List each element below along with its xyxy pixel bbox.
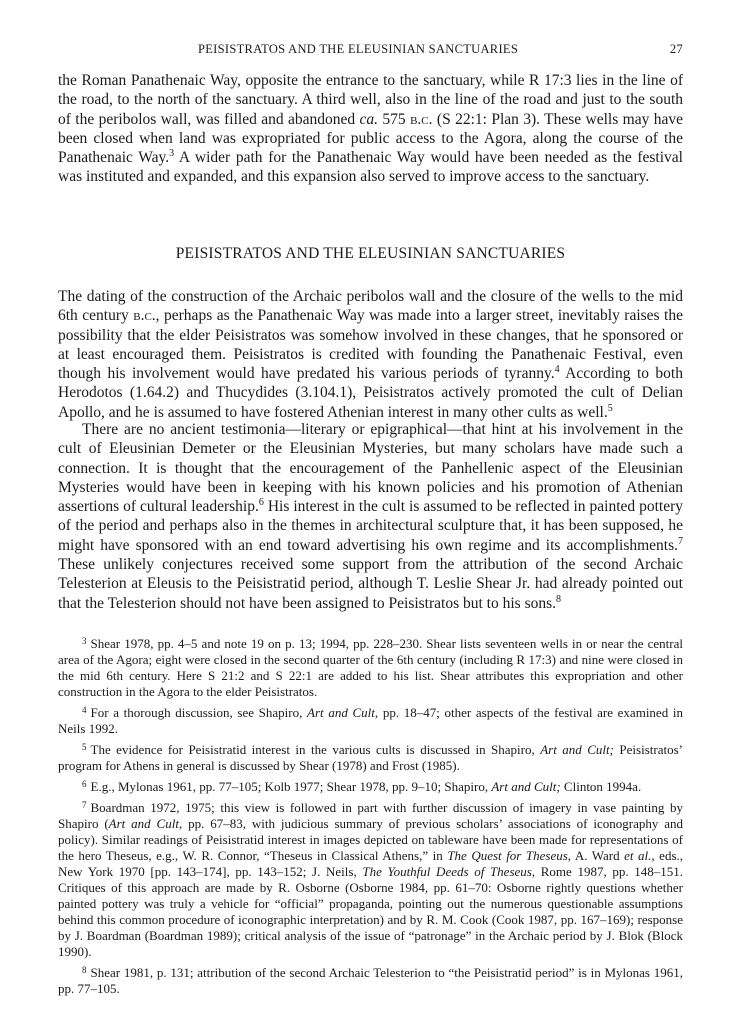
footnote-ref-3[interactable]: 3 xyxy=(169,148,175,160)
footnote-ref-5[interactable]: 5 xyxy=(607,402,613,414)
intro-paragraph: the Roman Panathenaic Way, opposite the entrance to the sanctuary, while R 17:3 lies in the line of the road, to the north of the sanctuary. A third well, also in the line of the road and just to the south of the peribolos wall, was filled and abandoned ca. 575 b.c. (S 22:1: Plan 3). These wells may have been closed when land was expropriated for public access to the Agora, along the course of the Panathenaic Way.$^3$ A wider path for the Panathenaic Way would have been needed as the festival was instituted and expanded, and this expansion also served to improve access to the sanctuary. xyxy=(58,72,683,186)
section-heading: PEISISTRATOS AND THE ELEUSINIAN SANCTUARIES xyxy=(175,245,566,262)
footnote-8: $^8$ Shear 1981, p. 131; attribution of the second Archaic Telesterion to “the Peisistratid period” is in Mylonas 1961, pp. 77–105. xyxy=(58,965,683,996)
footnote-ref-4[interactable]: 4 xyxy=(554,364,560,376)
running-head xyxy=(58,42,683,60)
page-number: 27 xyxy=(669,42,683,56)
footnote-4: $^4$ For a thorough discussion, see Shapiro, Art and Cult, pp. 18–47; other aspects of the festival are examined in Neils 1992. xyxy=(58,705,683,736)
body-paragraph-2: There are no ancient testimonia—literary or epigraphical—that hint at his involvement in the cult of Eleusinian Demeter or the Eleusinian Mysteries, but many scholars have made such a connection. It is thought that the encouragement of the Panhellenic aspect of the Eleusinian Mysteries would have been in keeping with his known policies and his promotion of Athenian assertions of cultural leadership.$^6$ His interest in the cult is assumed to be reflected in painted pottery of the period and perhaps also in the themes in architectural sculpture that, it has been supposed, he might have sponsored with an end toward advertising his own regime and its accomplishments.$^7$ These unlikely conjectures received some support from the attribution of the second Archaic Telesterion at Eleusis to the Peisistratid period, although T. Leslie Shear Jr. had already pointed out that the Telesterion should not have been assigned to Peisistratos but to his sons.$^8$ xyxy=(58,421,683,612)
footnotes xyxy=(58,633,683,999)
footnote-7: $^7$ Boardman 1972, 1975; this view is followed in part with further discussion of imagery in vase painting by Shapiro (Art and Cult, pp. 67–83, with judicious summary of previous scholars’ associations of iconography and policy). Similar readings of Peisistratid interest in images depicted on tableware have been made for representations of the hero Theseus, e.g., W. R. Connor, “Theseus in Classical Athens,” in The Quest for Theseus, A. Ward et al., eds., New York 1970 [pp. 143–174], pp. 143–152; J. Neils, The Youthful Deeds of Theseus, Rome 1987, pp. 148–151. Critiques of this approach are made by R. Osborne (Osborne 1984, pp. 61–70: Osborne rightly questions whether painted pottery was truly a vehicle for “official” propaganda, pointing out the numerous questionable assumptions behind this common procedure of iconographic interpretation) and by R. M. Cook (Cook 1987, pp. 167–169); response by J. Boardman (Boardman 1989); critical analysis of the issue of “patronage” in the Archaic period by J. Blok (Block 1990). xyxy=(58,800,684,959)
footnote-ref-6[interactable]: 6 xyxy=(258,497,264,509)
body-paragraph-1: The dating of the construction of the Archaic peribolos wall and the closure of the wells to the mid 6th century b.c., perhaps as the Panathenaic Way was made into a larger street, inevitably raises the possibility that the elder Peisistratos was somehow involved in these changes, that he sponsored or at least encouraged them. Peisistratos is credited with founding the Panathenaic Festival, even though his involvement would have predated his various periods of tyranny.$^4$ According to both Herodotos (1.64.2) and Thucydides (3.104.1), Peisistratos actively promoted the cult of Delian Apollo, and he is assumed to have fostered Athenian interest in many other cults as well.$^5$ xyxy=(58,288,683,421)
footnote-5: $^5$ The evidence for Peisistratid interest in the various cults is discussed in Shapiro, Art and Cult; Peisistratos’ program for Athens in general is discussed by Shear (1978) and Frost (1985). xyxy=(58,742,683,773)
footnote-3: $^3$ Shear 1978, pp. 4–5 and note 19 on p. 13; 1994, pp. 228–230. Shear lists seventeen wells in or near the central area of the Agora; eight were closed in the second quarter of the 6th century (including R 17:3) and nine were closed in the mid 6th century. Here S 21:2 and S 22:1 are added to his list. Shear attributes this expropriation and other construction in the Agora to the elder Peisistratos. xyxy=(58,636,683,699)
footnote-ref-7[interactable]: 7 xyxy=(678,535,683,547)
footnote-ref-8[interactable]: 8 xyxy=(556,593,562,605)
running-title: PEISISTRATOS AND THE ELEUSINIAN SANCTUARIES xyxy=(198,42,519,56)
footnote-6: $^6$ E.g., Mylonas 1961, pp. 77–105; Kolb 1977; Shear 1978, pp. 9–10; Shapiro, Art and Cult; Clinton 1994a. xyxy=(82,779,642,794)
